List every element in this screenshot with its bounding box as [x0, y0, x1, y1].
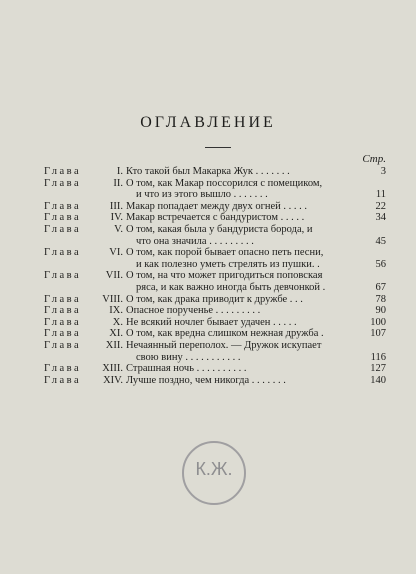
- chapter-title-line1: Макар попадает между двух огней . . . . .: [126, 200, 308, 212]
- chapter-title: [126, 166, 360, 178]
- chapter-title-line1: Опасное порученье . . . . . . . . .: [126, 305, 261, 317]
- chapter-page: 34: [375, 212, 386, 224]
- chapter-title: [126, 375, 360, 387]
- chapter-page: 127: [370, 363, 386, 375]
- toc-entry: [0, 212, 416, 224]
- page-title: ОГЛАВЛЕНИЕ: [140, 114, 276, 131]
- chapter-word: Глава: [44, 293, 82, 305]
- chapter-word: Глава: [44, 177, 82, 189]
- chapter-page: 116: [370, 351, 386, 363]
- chapter-word: Глава: [44, 374, 82, 386]
- chapter-title: [126, 224, 360, 247]
- chapter-title-line1: О том, какая была у бандуриста борода, и: [126, 223, 313, 235]
- toc-entry: [0, 328, 416, 340]
- stamp-mark: К.Ж.: [195, 459, 233, 479]
- page-column-header: Стр.: [362, 153, 386, 165]
- chapter-title-line1: Не всякий ночлег бывает удачен . . . . .: [126, 316, 297, 328]
- chapter-number: IX.: [109, 305, 123, 317]
- chapter-title-line1: Макар встречается с бандуристом . . . . .: [126, 212, 305, 224]
- chapter-number: VIII.: [102, 293, 123, 305]
- chapter-page: 3: [380, 166, 386, 177]
- chapter-title-line1: О том, на что может пригодиться поповская: [126, 270, 323, 282]
- toc-entry: [0, 270, 416, 293]
- chapter-page: 90: [375, 305, 386, 317]
- toc-entry: [0, 224, 416, 247]
- chapter-title: [126, 328, 360, 340]
- chapter-word: Глава: [44, 328, 82, 340]
- chapter-number: III.: [109, 200, 123, 212]
- chapter-title-line1: О том, как порой бывает опасно петь песни,: [126, 247, 324, 259]
- chapter-page: 11: [375, 189, 386, 201]
- chapter-number: VI.: [109, 247, 123, 259]
- chapter-title: [126, 294, 360, 306]
- chapter-page: 140: [370, 374, 386, 386]
- chapter-word: Глава: [44, 166, 82, 177]
- toc-entry: [0, 166, 416, 178]
- toc-entry: [0, 201, 416, 213]
- chapter-number: XIII.: [102, 363, 123, 375]
- chapter-title-line2: и что из этого вышло . . . . . . .: [136, 189, 268, 201]
- chapter-title-line1: Кто такой был Макарка Жук . . . . . . .: [126, 166, 290, 177]
- library-stamp: [182, 441, 246, 505]
- toc-entry: [0, 375, 416, 387]
- chapter-page: 45: [375, 235, 386, 247]
- chapter-number: XIV.: [103, 374, 123, 386]
- chapter-page: 56: [375, 258, 386, 270]
- chapter-page: 67: [375, 281, 386, 293]
- chapter-title: [126, 201, 360, 213]
- chapter-title: [126, 212, 360, 224]
- chapter-page: 107: [370, 328, 386, 340]
- chapter-title-line1: О том, как драка приводит к дружбе . . .: [126, 293, 303, 305]
- toc-entry: [0, 305, 416, 317]
- chapter-title: [126, 178, 360, 201]
- chapter-word: Глава: [44, 305, 82, 317]
- chapter-word: Глава: [44, 316, 82, 328]
- chapter-title-line2: ряса, и как важно иногда быть девчонкой .: [136, 281, 326, 293]
- chapter-title-line2: и как полезно уметь стрелять из пушки. .: [136, 258, 320, 270]
- table-of-contents: [0, 166, 416, 386]
- chapter-title-line1: Нечаянный переполох. — Дружок искупает: [126, 339, 322, 351]
- chapter-page: 78: [375, 293, 386, 305]
- chapter-word: Глава: [44, 363, 82, 375]
- chapter-word: Глава: [44, 200, 82, 212]
- chapter-title: [126, 363, 360, 375]
- toc-entry: [0, 247, 416, 270]
- chapter-title-line2: что она значила . . . . . . . . .: [136, 235, 254, 247]
- toc-entry: [0, 294, 416, 306]
- chapter-word: Глава: [44, 270, 82, 282]
- chapter-title-line1: О том, как Макар поссорился с помещиком,: [126, 177, 323, 189]
- chapter-word: Глава: [44, 247, 82, 259]
- chapter-number: VII.: [105, 270, 123, 282]
- chapter-number: IV.: [110, 212, 123, 224]
- toc-entry: [0, 178, 416, 201]
- chapter-title: [126, 270, 360, 293]
- toc-entry: [0, 317, 416, 329]
- chapter-word: Глава: [44, 212, 82, 224]
- chapter-number: I.: [116, 166, 123, 177]
- chapter-word: Глава: [44, 223, 82, 235]
- chapter-number: II.: [113, 177, 123, 189]
- chapter-page: 100: [370, 316, 386, 328]
- chapter-title-line1: О том, как вредна слишком нежная дружба .: [126, 328, 324, 340]
- chapter-title: [126, 247, 360, 270]
- chapter-title: [126, 317, 360, 329]
- toc-entry: [0, 340, 416, 363]
- chapter-page: 22: [375, 200, 386, 212]
- chapter-number: X.: [112, 316, 123, 328]
- chapter-number: XI.: [109, 328, 123, 340]
- chapter-title-line2: свою вину . . . . . . . . . . .: [136, 351, 241, 363]
- chapter-title-line1: Лучше поздно, чем никогда . . . . . . .: [126, 374, 286, 386]
- toc-entry: [0, 363, 416, 375]
- title-rule: [205, 147, 231, 148]
- chapter-title: [126, 305, 360, 317]
- chapter-title: [126, 340, 360, 363]
- chapter-title-line1: Страшная ночь . . . . . . . . . .: [126, 363, 247, 375]
- chapter-number: V.: [114, 223, 123, 235]
- chapter-number: XII.: [105, 339, 123, 351]
- chapter-word: Глава: [44, 339, 82, 351]
